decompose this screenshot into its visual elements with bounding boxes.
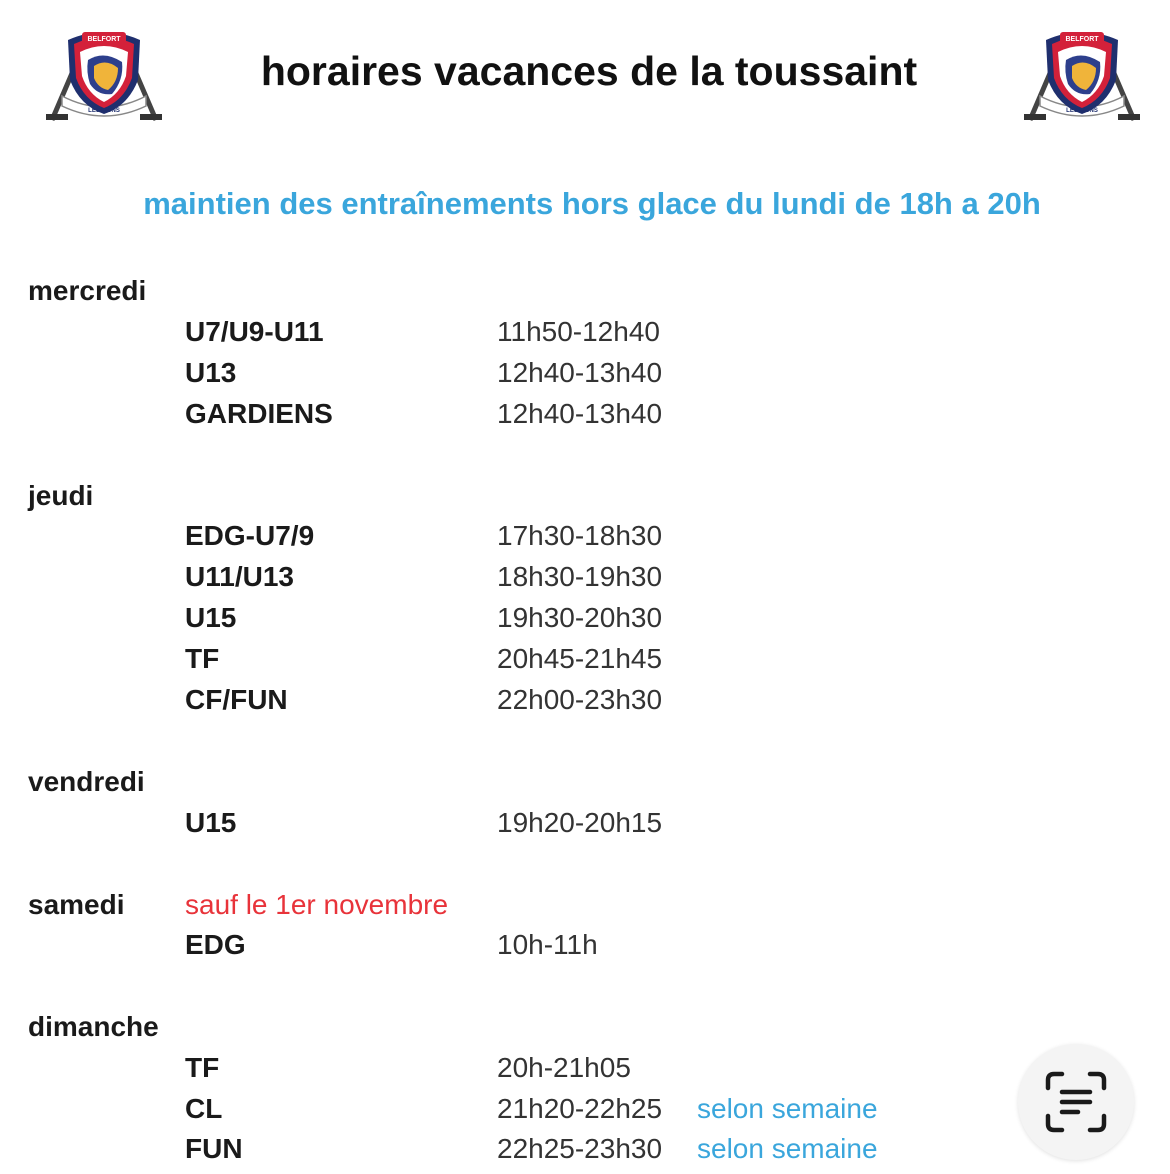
day-mercredi: mercredi bbox=[28, 275, 147, 306]
logo-text-top: BELFORT bbox=[87, 36, 121, 43]
group-label: U15 bbox=[185, 807, 237, 838]
week-note: selon semaine bbox=[697, 1133, 878, 1164]
group-label: U7/U9-U11 bbox=[185, 316, 324, 347]
text-scan-icon bbox=[1044, 1070, 1108, 1134]
day-dimanche: dimanche bbox=[28, 1011, 159, 1042]
group-label: EDG-U7/9 bbox=[185, 520, 315, 551]
group-label: TF bbox=[185, 643, 220, 674]
group-label: U13 bbox=[185, 357, 237, 388]
group-label: FUN bbox=[185, 1133, 243, 1164]
day-samedi: samedi bbox=[28, 889, 125, 920]
text-scan-button[interactable] bbox=[1018, 1044, 1134, 1160]
group-label: U15 bbox=[185, 602, 237, 633]
time-slot: 18h30-19h30 bbox=[497, 561, 663, 592]
group-label: EDG bbox=[185, 929, 246, 960]
day-jeudi: jeudi bbox=[28, 480, 94, 511]
logo-text-bottom: LES LIONS bbox=[88, 108, 120, 114]
time-slot: 22h25-23h30 bbox=[497, 1133, 663, 1164]
time-slot: 10h-11h bbox=[497, 929, 598, 960]
group-label: CF/FUN bbox=[185, 684, 288, 715]
exception-note: sauf le 1er novembre bbox=[185, 889, 449, 920]
group-label: CL bbox=[185, 1093, 223, 1124]
time-slot: 17h30-18h30 bbox=[497, 520, 663, 551]
day-vendredi: vendredi bbox=[28, 766, 145, 797]
week-note: selon semaine bbox=[697, 1093, 878, 1124]
time-slot: 22h00-23h30 bbox=[497, 684, 663, 715]
group-label: U11/U13 bbox=[185, 561, 294, 592]
group-label: TF bbox=[185, 1052, 220, 1083]
page-title: horaires vacances de la toussaint bbox=[260, 48, 918, 94]
time-slot: 19h30-20h30 bbox=[497, 602, 663, 633]
time-slot: 20h-21h05 bbox=[497, 1052, 631, 1083]
time-slot: 11h50-12h40 bbox=[497, 316, 660, 347]
page-subtitle: maintien des entraînements hors glace du lundi de 18h a 20h bbox=[143, 186, 1041, 221]
logo-text-top: BELFORT bbox=[1065, 36, 1099, 43]
time-slot: 19h20-20h15 bbox=[497, 807, 663, 838]
group-label: GARDIENS bbox=[185, 398, 333, 429]
time-slot: 20h45-21h45 bbox=[497, 643, 663, 674]
logo-text-bottom: LES LIONS bbox=[1066, 108, 1098, 114]
time-slot: 12h40-13h40 bbox=[497, 398, 663, 429]
time-slot: 12h40-13h40 bbox=[497, 357, 663, 388]
time-slot: 21h20-22h25 bbox=[497, 1093, 663, 1124]
